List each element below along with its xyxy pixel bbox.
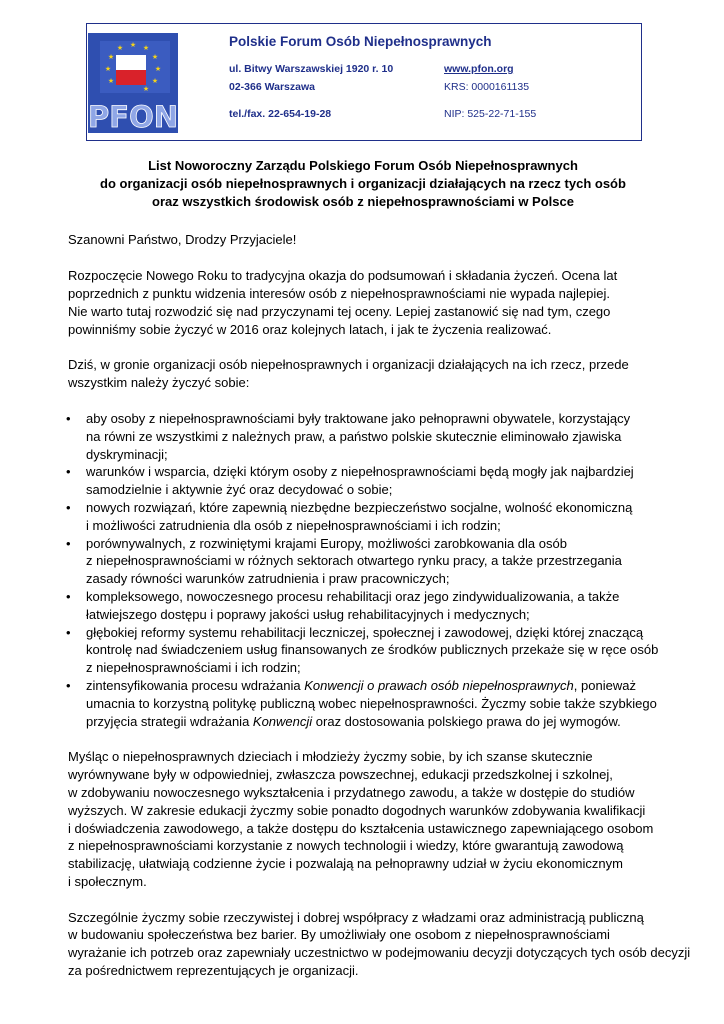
text-line: • nowych rozwiązań, które zapewnią niezbędne bezpieczeństwo socjalne, wolność ekonomiczną: [86, 499, 633, 515]
list-item: [68, 410, 658, 463]
svg-text:★: ★: [104, 65, 112, 73]
text-line: zasady równości warunków zatrudnienia i praw pracowniczych;: [86, 571, 450, 587]
convention-title: Konwencji o prawach osób niepełnosprawnych: [304, 677, 574, 693]
letter-body: [68, 157, 691, 998]
text-line: • głębokiej reformy systemu rehabilitacji leczniczej, społecznej i zawodowej, dzięki której znaczącą: [86, 624, 644, 640]
text-line: Szczególnie życzmy sobie rzeczywistej i dobrej współpracy z władzami oraz administracją publiczną: [68, 909, 644, 925]
org-name: Polskie Forum Osób Niepełnosprawnych: [229, 34, 492, 49]
text-line: [86, 677, 658, 695]
text-line: wszystkim należy życzyć sobie:: [68, 375, 250, 391]
text-line: w zdobywaniu nowoczesnego wykształcenia i przydatnego zawodu, a także w dostępie do studiów: [68, 784, 635, 800]
text-line: i społecznym.: [68, 873, 147, 889]
svg-text:★: ★: [107, 77, 115, 85]
svg-text:★: ★: [116, 44, 124, 52]
text-line: [86, 713, 658, 731]
text-segment: , ponieważ: [573, 677, 636, 693]
title-line: do organizacji osób niepełnosprawnych i organizacji działających na rzecz tych osób: [100, 175, 626, 191]
list-item: [68, 463, 658, 499]
text-line: z niepełnosprawnościami w różnych sektorach otwartego rynku pracy, a także przestrzegania: [86, 553, 622, 569]
nip-number: NIP: 525-22-71-155: [444, 108, 537, 120]
text-line: w budowaniu społeczeństwa bez barier. By umożliwiały one osobom z niepełnosprawnościami: [68, 927, 610, 943]
greeting-text: Szanowni Państwo, Drodzy Przyjaciele!: [68, 232, 297, 248]
text-line: Dziś, w gronie organizacji osób niepełnosprawnych i organizacji działających na ich rzecz, przede: [68, 357, 629, 373]
krs-number: KRS: 0000161135: [444, 81, 530, 93]
svg-text:★: ★: [151, 53, 159, 61]
paragraph-intro: [68, 267, 658, 338]
text-line: wyższych. W zakresie edukacji życzmy sobie ponadto dogodnych warunków zdobywania kwalifikacji: [68, 802, 646, 818]
text-line: • warunków i wsparcia, dzięki którym osoby z niepełnosprawnościami będą mogły jak najbardziej: [86, 464, 634, 480]
letterhead: [86, 23, 642, 141]
paragraph-cooperation: [68, 909, 691, 980]
text-line: umacnia to korzystną politykę publiczną wobec niepełnosprawności. Życzmy sobie także szybkiego: [86, 695, 657, 711]
text-line: wyrównywane były w odpowiedniej, zwłaszcza powszechnej, edukacji przedszkolnej i szkolnej,: [68, 767, 613, 783]
text-line: powinniśmy sobie życzyć w 2016 oraz kolejnych latach, i jak te życzenia realizować.: [68, 321, 552, 337]
list-item: [68, 677, 658, 730]
greeting: [68, 231, 658, 249]
text-line: poprzednich z punktu widzenia interesów osób z niepełnosprawnościami nie wypada najlepiej.: [68, 285, 610, 301]
text-line: z niepełnosprawnościami i ich rodzin;: [86, 660, 301, 676]
paragraph-education: [68, 748, 658, 890]
svg-text:★: ★: [129, 41, 137, 49]
text-line: Myśląc o niepełnosprawnych dzieciach i młodzieży życzmy sobie, by ich szanse skutecznie: [68, 749, 593, 765]
svg-text:★: ★: [107, 53, 115, 61]
text-line: za pośrednictwem reprezentujących je organizacji.: [68, 963, 359, 979]
website-link[interactable]: www.pfon.org: [444, 63, 514, 75]
list-item: [68, 535, 658, 588]
phone: tel./fax. 22-654-19-28: [229, 108, 332, 120]
convention-word: Konwencji: [252, 713, 313, 729]
svg-text:★: ★: [151, 77, 159, 85]
text-line: kontrolę nad świadczeniem usług finansowanych ze środków publicznych przekaże się w ręce osób: [86, 642, 659, 658]
paragraph-wishes-intro: [68, 356, 658, 392]
text-line: wyrażanie ich potrzeb oraz zapewniały uczestnictwo w podejmowaniu decyzji dotyczących tych osób decyzji: [68, 945, 691, 961]
text-line: Nie warto tutaj rozwodzić się nad przyczynami tej oceny. Lepiej zastanowić się nad tym, czego: [68, 303, 611, 319]
text-line: stabilizację, ułatwiają codzienne życie i pozwalają na pełnoprawny udział w życiu ekonomicznym: [68, 856, 623, 872]
svg-text:★: ★: [154, 65, 162, 73]
text-line: Rozpoczęcie Nowego Roku to tradycyjna okazja do podsumowań i składania życzeń. Ocena lat: [68, 268, 618, 284]
text-line: samodzielnie i aktywnie żyć oraz decydować o sobie;: [86, 482, 393, 498]
list-item: [68, 624, 658, 677]
text-segment: przyjęcia strategii wdrażania: [86, 713, 253, 729]
text-line: • porównywalnych, z rozwiniętymi krajami Europy, możliwości zarobkowania dla osób: [86, 535, 567, 551]
text-line: i możliwości zatrudnienia dla osób z niepełnosprawnościami i ich rodzin;: [86, 517, 501, 533]
text-line: łatwiejszego dostępu i poprawy jakości usług rehabilitacyjnych i medycznych;: [86, 606, 530, 622]
address-line2: 02-366 Warszawa: [229, 81, 315, 93]
text-line: z niepełnosprawnościami korzystanie z nowych technologii i wiedzy, które gwarantują zawodową: [68, 838, 624, 854]
text-segment: zintensyfikowania procesu wdrażania: [86, 677, 305, 693]
svg-text:★: ★: [142, 85, 150, 93]
text-line: dyskryminacji;: [86, 446, 168, 462]
address-line1: ul. Bitwy Warszawskiej 1920 r. 10: [229, 63, 394, 75]
logo-text: PFON: [88, 100, 178, 133]
list-item: [68, 588, 658, 624]
wishes-list: [68, 410, 658, 730]
list-item: [68, 499, 658, 535]
text-line: i doświadczenia zawodowego, a także dostępu do kształcenia ustawicznego zapewniającego osobom: [68, 820, 654, 836]
text-line: • aby osoby z niepełnosprawnościami były traktowane jako pełnoprawni obywatele, korzystający: [86, 410, 631, 426]
letter-title: [68, 157, 658, 210]
text-line: na równi ze wszystkimi z należnych praw, a państwo polskie skutecznie eliminowało zjawiska: [86, 428, 622, 444]
svg-text:★: ★: [142, 44, 150, 52]
title-line: oraz wszystkich środowisk osób z niepełnosprawnościami w Polsce: [152, 193, 574, 209]
pfon-logo-icon: [88, 33, 178, 133]
title-line: List Noworoczny Zarządu Polskiego Forum Osób Niepełnosprawnych: [148, 158, 578, 173]
text-segment: oraz dostosowania polskiego prawa do jej wymogów.: [312, 713, 621, 729]
text-line: • kompleksowego, nowoczesnego procesu rehabilitacji oraz jego zindywidualizowania, a także: [86, 588, 620, 604]
